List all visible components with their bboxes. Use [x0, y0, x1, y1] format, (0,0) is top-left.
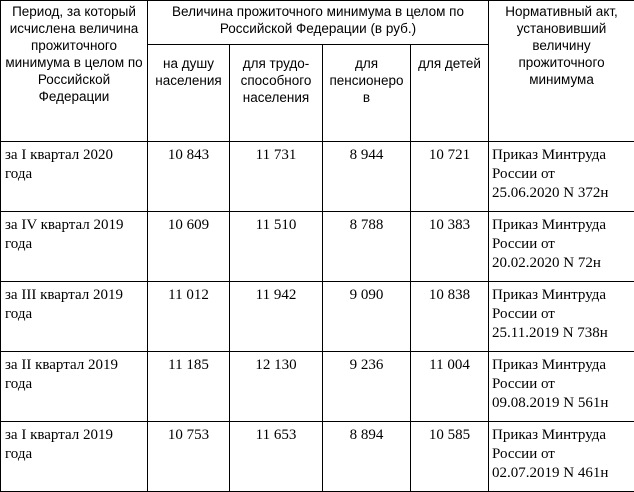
children-cell: 10 585 [411, 422, 489, 492]
period-cell: за I квартал 2019 года [1, 422, 148, 492]
header-pensioners: для пенсионеро в [323, 45, 411, 142]
act-line: 25.11.2019 N 738н [492, 324, 631, 343]
children-cell: 10 721 [411, 142, 489, 212]
table-row [1, 352, 634, 422]
normative-act-cell [489, 142, 634, 212]
act-line: 02.07.2019 N 461н [492, 464, 631, 483]
header-minimum-group: Величина прожиточного минимума в целом по Российской Федерации (в руб.) [148, 1, 489, 45]
pensioners-cell: 8 788 [323, 212, 411, 282]
period-cell: за IV квартал 2019 года [1, 212, 148, 282]
per-capita-cell: 10 843 [148, 142, 230, 212]
act-line: 20.02.2020 N 72н [492, 254, 631, 273]
pensioners-cell: 9 236 [323, 352, 411, 422]
header-normative-act: Нормативный акт, установивший величину прожиточного минимума [489, 1, 634, 142]
normative-act-cell [489, 422, 634, 492]
per-capita-cell: 11 012 [148, 282, 230, 352]
act-line: Приказ Минтруда [492, 146, 631, 165]
per-capita-cell: 11 185 [148, 352, 230, 422]
normative-act-cell [489, 352, 634, 422]
period-cell: за III квартал 2019 года [1, 282, 148, 352]
act-line: России от [492, 445, 631, 464]
normative-act-cell [489, 212, 634, 282]
working-cell: 11 653 [230, 422, 323, 492]
act-line: 09.08.2019 N 561н [492, 394, 631, 413]
per-capita-cell: 10 609 [148, 212, 230, 282]
children-cell: 11 004 [411, 352, 489, 422]
working-cell: 11 731 [230, 142, 323, 212]
pensioners-cell: 8 894 [323, 422, 411, 492]
act-line: Приказ Минтруда [492, 216, 631, 235]
act-line: Приказ Минтруда [492, 286, 631, 305]
working-cell: 11 942 [230, 282, 323, 352]
normative-act-cell [489, 282, 634, 352]
pensioners-cell: 9 090 [323, 282, 411, 352]
period-cell: за I квартал 2020 года [1, 142, 148, 212]
table-row [1, 282, 634, 352]
act-line: Приказ Минтруда [492, 426, 631, 445]
working-cell: 11 510 [230, 212, 323, 282]
header-per-capita: на душу населения [148, 45, 230, 142]
pensioners-cell: 8 944 [323, 142, 411, 212]
table-row [1, 142, 634, 212]
working-cell: 12 130 [230, 352, 323, 422]
header-children: для детей [411, 45, 489, 142]
period-cell: за II квартал 2019 года [1, 352, 148, 422]
act-line: 25.06.2020 N 372н [492, 184, 631, 203]
act-line: России от [492, 305, 631, 324]
act-line: России от [492, 235, 631, 254]
children-cell: 10 383 [411, 212, 489, 282]
children-cell: 10 838 [411, 282, 489, 352]
per-capita-cell: 10 753 [148, 422, 230, 492]
act-line: России от [492, 165, 631, 184]
header-period: Период, за который исчислена величина прожиточного минимума в целом по Российской Федерации [1, 1, 148, 142]
act-line: Приказ Минтруда [492, 356, 631, 375]
table-row [1, 212, 634, 282]
header-working-population: для трудо-способного населения [230, 45, 323, 142]
act-line: России от [492, 375, 631, 394]
table-row [1, 422, 634, 492]
